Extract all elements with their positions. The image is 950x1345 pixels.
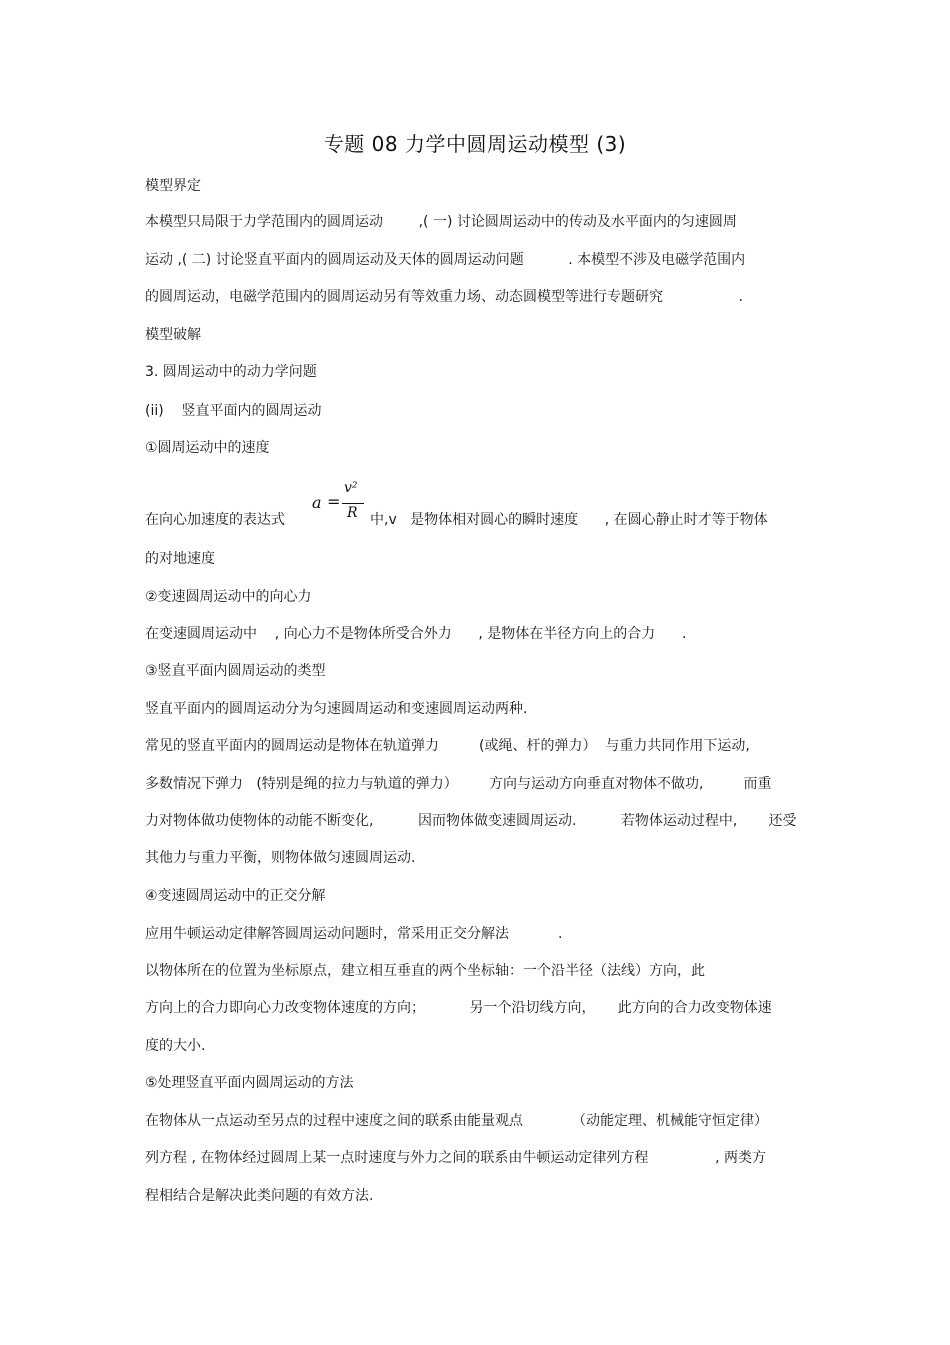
item-heading: ④变速圆周运动中的正交分解 <box>145 888 326 904</box>
paragraph-line: 以物体所在的位置为坐标原点，建立相互垂直的两个坐标轴：一个沿半径（法线）方向，此 <box>145 963 705 979</box>
paragraph-line: 在物体从一点运动至另点的过程中速度之间的联系由能量观点 （动能定理、机械能守恒定律） <box>145 1113 768 1129</box>
formula-numerator: v² <box>344 480 358 496</box>
page-title: 专题 08 力学中圆周运动模型 (3) <box>323 132 627 156</box>
paragraph-line: 程相结合是解决此类问题的有效方法. <box>145 1188 374 1204</box>
section-heading: 3. 圆周运动中的动力学问题 <box>145 364 317 380</box>
paragraph-line: 力对物体做功使物体的动能不断变化, 因而物体做变速圆周运动. 若物体运动过程中, 还受 <box>145 813 797 829</box>
paragraph-line: 其他力与重力平衡，则物体做匀速圆周运动. <box>145 850 416 866</box>
paragraph-line: 方向上的合力即向心力改变物体速度的方向； 另一个沿切线方向， 此方向的合力改变物体速 <box>145 1000 772 1016</box>
item-heading: ③竖直平面内圆周运动的类型 <box>145 663 326 679</box>
paragraph-line: 在变速圆周运动中 , 向心力不是物体所受合外力 , 是物体在半径方向上的合力 . <box>145 626 687 642</box>
item-heading: ②变速圆周运动中的向心力 <box>145 589 312 605</box>
centripetal-acceleration-formula <box>312 478 372 528</box>
heading-model-definition: 模型界定 <box>145 178 201 194</box>
paragraph-line: 的圆周运动，电磁学范围内的圆周运动另有等效重力场、动态圆模型等进行专题研究 . <box>145 289 744 305</box>
formula-lhs: a <box>312 493 322 512</box>
paragraph-line: 在向心加速度的表达式 <box>145 512 285 528</box>
paragraph-line: 度的大小. <box>145 1038 206 1054</box>
heading-model-solution: 模型破解 <box>145 327 201 343</box>
paragraph-line: 本模型只局限于力学范围内的圆周运动 ,( 一) 讨论圆周运动中的传动及水平面内的匀速圆周 <box>145 214 737 230</box>
fraction-bar <box>342 503 364 504</box>
item-heading: ①圆周运动中的速度 <box>145 440 270 456</box>
paragraph-line-continuation: 中,v 是物体相对圆心的瞬时速度 , 在圆心静止时才等于物体 <box>370 512 768 528</box>
paragraph-line: 竖直平面内的圆周运动分为匀速圆周运动和变速圆周运动两种. <box>145 701 528 717</box>
subsection-heading: (ii) 竖直平面内的圆周运动 <box>145 403 322 419</box>
item-heading: ⑤处理竖直平面内圆周运动的方法 <box>145 1075 354 1091</box>
paragraph-line: 的对地速度 <box>145 551 215 567</box>
paragraph-line: 常见的竖直平面内的圆周运动是物体在轨道弹力 (或绳、杆的弹力） 与重力共同作用下运动, <box>145 738 750 754</box>
paragraph-line: 运动 ,( 二) 讨论竖直平面内的圆周运动及天体的圆周运动问题 . 本模型不涉及电磁学范围内 <box>145 252 746 268</box>
paragraph-line: 列方程 , 在物体经过圆周上某一点时速度与外力之间的联系由牛顿运动定律列方程 , 两类方 <box>145 1150 767 1166</box>
formula-denominator: R <box>347 505 358 521</box>
paragraph-line: 多数情况下弹力 (特别是绳的拉力与轨道的弹力） 方向与运动方向垂直对物体不做功, 而重 <box>145 776 772 792</box>
formula-equals: = <box>327 492 341 511</box>
paragraph-line: 应用牛顿运动定律解答圆周运动问题时，常采用正交分解法 . <box>145 926 563 942</box>
